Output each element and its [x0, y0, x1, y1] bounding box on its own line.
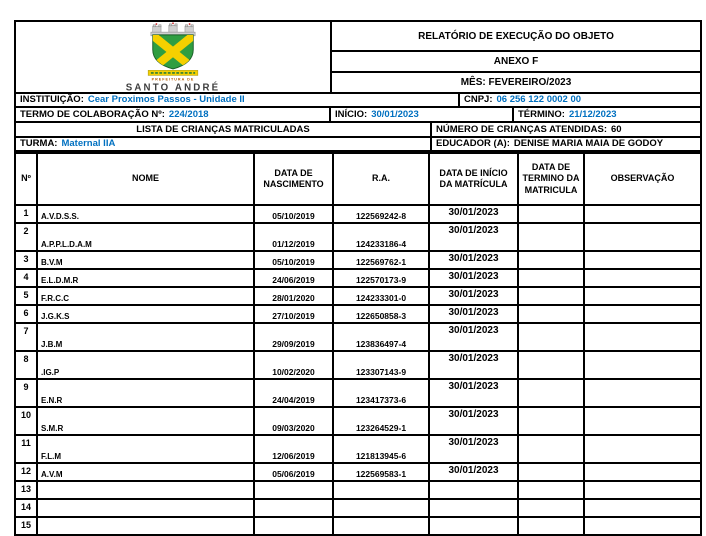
row-name: A.V.M	[37, 463, 254, 481]
row-number: 8	[15, 351, 37, 379]
row-birth-date: 29/09/2019	[254, 323, 333, 351]
term-label: TERMO DE COLABORAÇÃO Nº:	[20, 108, 165, 120]
row-name: E.N.R	[37, 379, 254, 407]
table-row	[15, 517, 701, 535]
row-name: .IG.P	[37, 351, 254, 379]
row-observation	[584, 499, 701, 517]
row-end-date	[518, 287, 584, 305]
table-row	[15, 379, 701, 407]
row-observation	[584, 269, 701, 287]
institution-value: Cear Proximos Passos - Unidade II	[87, 94, 245, 106]
institution-cell	[16, 94, 460, 106]
row-birth-date: 10/02/2020	[254, 351, 333, 379]
row-name: F.L.M	[37, 435, 254, 463]
row-birth-date	[254, 499, 333, 517]
row-end-date	[518, 269, 584, 287]
row-end-date	[518, 351, 584, 379]
table-row	[15, 323, 701, 351]
row-number: 7	[15, 323, 37, 351]
row-end-date	[518, 407, 584, 435]
row-name	[37, 481, 254, 499]
row-end-date	[518, 379, 584, 407]
educator-cell	[432, 138, 700, 150]
start-value: 30/01/2023	[371, 108, 419, 120]
annex-label: ANEXO F	[332, 52, 700, 73]
row-end-date	[518, 517, 584, 535]
table-row	[15, 463, 701, 481]
row-ra: 122650858-3	[333, 305, 429, 323]
table-row	[15, 287, 701, 305]
row-number: 4	[15, 269, 37, 287]
list-title-cell	[16, 123, 432, 136]
row-ra	[333, 517, 429, 535]
column-header-number: Nº	[15, 153, 37, 205]
row-ra	[333, 481, 429, 499]
row-observation	[584, 323, 701, 351]
row-observation	[584, 251, 701, 269]
row-ra: 123836497-4	[333, 323, 429, 351]
term-cell	[16, 108, 331, 121]
row-start-date: 30/01/2023	[429, 223, 518, 251]
row-start-date: 30/01/2023	[429, 205, 518, 223]
row-number: 12	[15, 463, 37, 481]
row-birth-date: 05/10/2019	[254, 251, 333, 269]
cnpj-label: CNPJ:	[464, 94, 493, 106]
table-row	[15, 407, 701, 435]
educator-value: DENISE MARIA MAIA DE GODOY	[513, 138, 664, 150]
column-header-name: NOME	[37, 153, 254, 205]
row-ra: 123264529-1	[333, 407, 429, 435]
row-end-date	[518, 435, 584, 463]
row-observation	[584, 205, 701, 223]
row-ra: 123417373-6	[333, 379, 429, 407]
row-start-date	[429, 517, 518, 535]
row-name	[37, 517, 254, 535]
row-birth-date: 05/10/2019	[254, 205, 333, 223]
row-start-date: 30/01/2023	[429, 463, 518, 481]
class-value: Maternal IIA	[61, 138, 116, 150]
educator-label: EDUCADOR (A):	[436, 138, 510, 150]
start-label: INÍCIO:	[335, 108, 368, 120]
logo-small-text: PREFEITURA DE	[151, 77, 195, 82]
row-start-date: 30/01/2023	[429, 407, 518, 435]
city-hall-logo	[16, 22, 332, 92]
row-ra: 123307143-9	[333, 351, 429, 379]
table-row	[15, 499, 701, 517]
class-label: TURMA:	[20, 138, 58, 150]
row-ra: 124233186-4	[333, 223, 429, 251]
row-start-date: 30/01/2023	[429, 435, 518, 463]
end-label: TÉRMINO:	[518, 108, 565, 120]
month-label: MÊS: FEVEREIRO/2023	[460, 77, 572, 88]
row-number: 3	[15, 251, 37, 269]
row-number: 2	[15, 223, 37, 251]
row-start-date: 30/01/2023	[429, 269, 518, 287]
institution-row	[14, 92, 702, 106]
santo-andre-coat-of-arms-icon	[117, 22, 229, 92]
end-cell	[514, 108, 700, 121]
report-titles	[332, 22, 700, 92]
row-end-date	[518, 481, 584, 499]
row-number: 9	[15, 379, 37, 407]
row-observation	[584, 223, 701, 251]
row-ra: 122570173-9	[333, 269, 429, 287]
row-observation	[584, 305, 701, 323]
column-header-observation: OBSERVAÇÃO	[584, 153, 701, 205]
list-tbody	[15, 205, 701, 535]
report-document	[14, 20, 702, 536]
row-name: F.R.C.C	[37, 287, 254, 305]
children-count-cell	[432, 123, 700, 136]
row-number: 13	[15, 481, 37, 499]
list-title: LISTA DE CRIANÇAS MATRICULADAS	[136, 123, 310, 135]
term-row	[14, 106, 702, 121]
row-number: 6	[15, 305, 37, 323]
row-name: A.P.P.L.D.A.M	[37, 223, 254, 251]
class-cell	[16, 138, 432, 150]
table-row	[15, 223, 701, 251]
row-end-date	[518, 205, 584, 223]
row-number: 14	[15, 499, 37, 517]
row-observation	[584, 517, 701, 535]
row-ra: 122569242-8	[333, 205, 429, 223]
report-title: RELATÓRIO DE EXECUÇÃO DO OBJETO	[332, 22, 700, 52]
row-name: E.L.D.M.R	[37, 269, 254, 287]
row-ra: 124233301-0	[333, 287, 429, 305]
row-ra: 121813945-6	[333, 435, 429, 463]
row-observation	[584, 463, 701, 481]
row-end-date	[518, 251, 584, 269]
column-header-start-date: DATA DE INÍCIO DA MATRÍCULA	[429, 153, 518, 205]
row-start-date: 30/01/2023	[429, 351, 518, 379]
row-birth-date: 12/06/2019	[254, 435, 333, 463]
row-start-date: 30/01/2023	[429, 251, 518, 269]
table-row	[15, 351, 701, 379]
term-value: 224/2018	[168, 108, 209, 120]
column-header-end-date: DATA DE TERMINO DA MATRICULA	[518, 153, 584, 205]
row-start-date: 30/01/2023	[429, 323, 518, 351]
row-start-date: 30/01/2023	[429, 379, 518, 407]
row-ra: 122569583-1	[333, 463, 429, 481]
institution-label: INSTITUIÇÃO:	[20, 94, 84, 106]
row-observation	[584, 407, 701, 435]
children-count-value: 60	[611, 123, 622, 135]
table-header-row	[15, 153, 701, 205]
table-row	[15, 305, 701, 323]
table-row	[15, 269, 701, 287]
row-observation	[584, 435, 701, 463]
column-header-birth-date: DATA DE NASCIMENTO	[254, 153, 333, 205]
column-header-ra: R.A.	[333, 153, 429, 205]
list-title-row	[14, 121, 702, 136]
row-end-date	[518, 223, 584, 251]
enrolled-children-table	[14, 152, 702, 536]
children-count-label: NÚMERO DE CRIANÇAS ATENDIDAS:	[436, 123, 607, 135]
row-number: 5	[15, 287, 37, 305]
row-end-date	[518, 305, 584, 323]
row-name: J.B.M	[37, 323, 254, 351]
row-observation	[584, 351, 701, 379]
row-name: S.M.R	[37, 407, 254, 435]
row-birth-date: 24/06/2019	[254, 269, 333, 287]
end-value: 21/12/2023	[568, 108, 617, 120]
cnpj-cell	[460, 94, 700, 106]
row-start-date: 30/01/2023	[429, 305, 518, 323]
row-observation	[584, 287, 701, 305]
table-row	[15, 481, 701, 499]
row-birth-date: 27/10/2019	[254, 305, 333, 323]
row-observation	[584, 481, 701, 499]
row-name: B.V.M	[37, 251, 254, 269]
row-end-date	[518, 499, 584, 517]
cnpj-value: 06 256 122 0002 00	[496, 94, 582, 106]
row-end-date	[518, 463, 584, 481]
row-number: 11	[15, 435, 37, 463]
row-birth-date: 01/12/2019	[254, 223, 333, 251]
row-ra	[333, 499, 429, 517]
row-birth-date	[254, 517, 333, 535]
start-cell	[331, 108, 514, 121]
row-name: J.G.K.S	[37, 305, 254, 323]
table-row	[15, 435, 701, 463]
row-start-date	[429, 481, 518, 499]
row-start-date	[429, 499, 518, 517]
row-start-date: 30/01/2023	[429, 287, 518, 305]
row-end-date	[518, 323, 584, 351]
row-number: 15	[15, 517, 37, 535]
table-row	[15, 251, 701, 269]
row-name: A.V.D.S.S.	[37, 205, 254, 223]
row-birth-date: 05/06/2019	[254, 463, 333, 481]
row-birth-date	[254, 481, 333, 499]
row-birth-date: 24/04/2019	[254, 379, 333, 407]
row-number: 10	[15, 407, 37, 435]
row-name	[37, 499, 254, 517]
row-birth-date: 09/03/2020	[254, 407, 333, 435]
table-row	[15, 205, 701, 223]
logo-large-text: SANTO ANDRÉ	[125, 82, 221, 92]
row-observation	[584, 379, 701, 407]
row-birth-date: 28/01/2020	[254, 287, 333, 305]
row-number: 1	[15, 205, 37, 223]
row-ra: 122569762-1	[333, 251, 429, 269]
class-row	[14, 136, 702, 152]
document-header	[14, 20, 702, 92]
